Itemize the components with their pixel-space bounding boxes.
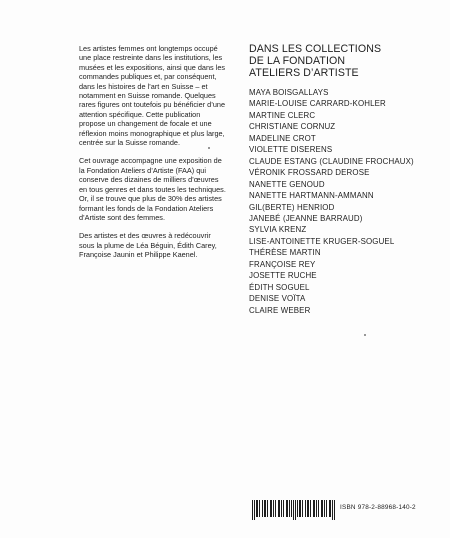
artist-name: DENISE VOÏTA [249,294,306,304]
artist-name: NANETTE HARTMANN-AMMANN [249,191,374,201]
artist-name: THÉRÈSE MARTIN [249,248,321,258]
artist-name: SYLVIA KRENZ [249,225,307,235]
barcode [252,498,442,528]
artist-name: JANEBÉ (JEANNE BARRAUD) [249,213,363,223]
artist-name: MARIE-LOUISE CARRARD-KOHLER [249,99,386,109]
back-cover-blurb [79,44,227,269]
artist-name: CHRISTIANE CORNUZ [249,122,336,132]
isbn-text: ISBN 978-2-88968-140-2 [340,504,416,511]
artist-name: MADELINE CROT [249,133,316,143]
heading-line: DE LA FONDATION [249,55,346,67]
heading-line: DANS LES COLLECTIONS [249,43,382,55]
artist-name: MAYA BOISGALLAYS [249,88,329,97]
collection-section [249,43,439,316]
artist-name: VIOLETTE DISERENS [249,145,333,155]
artist-name: NANETTE GENOUD [249,179,325,189]
artist-name: FRANÇOISE REY [249,259,316,269]
heading-line: ATELIERS D’ARTISTE [249,67,359,79]
artist-list [249,87,439,316]
intro-paragraph: Les artistes femmes ont longtemps occupé une place restreinte dans les institutions, les musées et les expositions, ainsi que dans les commandes publiques et, par conséquent, dans les histoires de l’art en Suisse – et notamment en Suisse romande. Quelques rares figures ont toutefois pu bénéficier d’une attention spécifique. Cette publication propose un changement de focale et une réflexion moins monographique et plus large, centrée sur la Suisse romande. [79,44,226,148]
artist-name: JOSETTE RUCHE [249,271,317,281]
artist-name: ÉDITH SOGUEL [249,282,310,292]
artist-name: MARTINE CLERC [249,110,316,120]
intro-paragraph: Cet ouvrage accompagne une exposition de la Fondation Ateliers d’Artiste (FAA) qui conserve des dizaines de milliers d’œuvres en tous genres et dans toutes les techniques. Or, il se trouve que plus de 30% des artistes formant les fonds de la Fondation Ateliers d’Artiste sont des femmes. [79,156,226,222]
intro-paragraph: Des artistes et des œuvres à redécouvrir sous la plume de Léa Béguin, Édith Carey, Françoise Jaunin et Philippe Kaenel. [79,231,217,260]
artist-name: VÉRONIK FROSSARD DEROSE [249,168,370,178]
artist-name: CLAUDE ESTANG (CLAUDINE FROCHAUX) [249,156,414,166]
print-speck [364,334,366,336]
artist-name: GIL(BERTE) HENRIOD [249,202,335,212]
collection-heading [249,43,439,79]
print-speck [208,147,210,149]
barcode-bars [252,500,336,520]
artist-name: LISE-ANTOINETTE KRUGER-SOGUEL [249,236,395,246]
artist-name: CLAIRE WEBER [249,305,311,315]
